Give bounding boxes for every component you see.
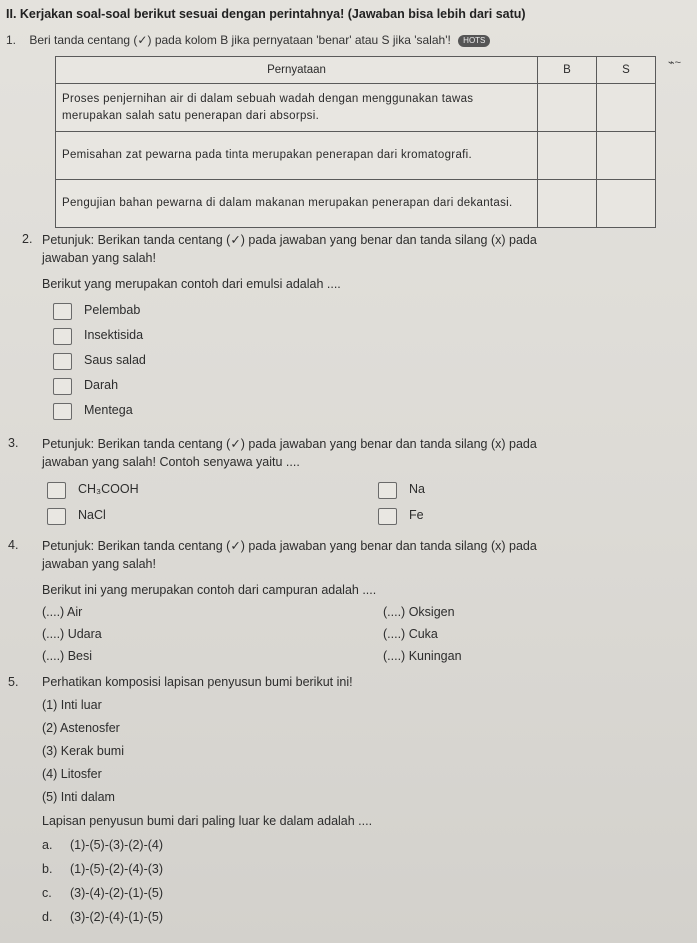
option-label[interactable]: (....) Oksigen	[383, 605, 455, 619]
option-label[interactable]: (....) Cuka	[383, 627, 438, 641]
option-checkbox[interactable]	[53, 378, 72, 395]
option-label: Na	[409, 482, 425, 496]
choice-letter: d.	[42, 910, 53, 924]
choice-text[interactable]: (3)-(2)-(4)-(1)-(5)	[70, 910, 164, 924]
choice-letter: b.	[42, 862, 53, 876]
salah-checkbox-cell[interactable]	[597, 132, 656, 180]
pen-scribble-icon: ⌁~	[668, 57, 682, 69]
layer-item: (5) Inti dalam	[42, 790, 115, 804]
layer-item: (2) Astenosfer	[42, 721, 120, 735]
benar-checkbox-cell[interactable]	[538, 132, 597, 180]
question-2-text: Berikut yang merupakan contoh dari emulsi adalah ....	[42, 277, 341, 291]
header-statement: Pernyataan	[56, 57, 538, 84]
salah-checkbox-cell[interactable]	[597, 84, 656, 132]
option-label: Saus salad	[84, 353, 146, 367]
option-label[interactable]: (....) Air	[42, 605, 83, 619]
choice-letter: a.	[42, 838, 53, 852]
question-3-instruction-line2: jawaban yang salah! Contoh senyawa yaitu ....	[42, 455, 300, 469]
question-3-number: 3.	[8, 436, 19, 450]
benar-checkbox-cell[interactable]	[538, 180, 597, 228]
question-1-number: 1.	[6, 33, 17, 47]
option-checkbox[interactable]	[378, 508, 397, 525]
section-title: II. Kerjakan soal-soal berikut sesuai dengan perintahnya! (Jawaban bisa lebih dari satu)	[6, 7, 526, 21]
choice-text[interactable]: (1)-(5)-(3)-(2)-(4)	[70, 838, 164, 852]
statement-cell: Proses penjernihan air di dalam sebuah wadah dengan menggunakan tawas merupakan salah satu penerapan dari absorpsi.	[56, 84, 538, 132]
option-checkbox[interactable]	[53, 403, 72, 420]
option-label: NaCl	[78, 508, 106, 522]
option-checkbox[interactable]	[47, 508, 66, 525]
question-2-instruction-line2: jawaban yang salah!	[42, 251, 156, 265]
option-checkbox[interactable]	[378, 482, 397, 499]
question-4-number: 4.	[8, 538, 19, 552]
table-row	[56, 180, 656, 228]
option-checkbox[interactable]	[53, 303, 72, 320]
option-checkbox[interactable]	[47, 482, 66, 499]
table-header-row	[56, 57, 656, 84]
table-row	[56, 132, 656, 180]
choice-text[interactable]: (3)-(4)-(2)-(1)-(5)	[70, 886, 164, 900]
statement-cell: Pengujian bahan pewarna di dalam makanan merupakan penerapan dari dekantasi.	[56, 180, 538, 228]
option-label: Fe	[409, 508, 424, 522]
option-label[interactable]: (....) Besi	[42, 649, 93, 663]
salah-checkbox-cell[interactable]	[597, 180, 656, 228]
table-row	[56, 84, 656, 132]
question-5-text: Lapisan penyusun bumi dari paling luar ke dalam adalah ....	[42, 814, 373, 828]
option-checkbox[interactable]	[53, 328, 72, 345]
choice-text[interactable]: (1)-(5)-(2)-(4)-(3)	[70, 862, 164, 876]
question-5-number: 5.	[8, 675, 19, 689]
hots-badge: HOTS	[458, 35, 490, 47]
question-4-text: Berikut ini yang merupakan contoh dari campuran adalah ....	[42, 583, 377, 597]
benar-checkbox-cell[interactable]	[538, 84, 597, 132]
question-5-instruction: Perhatikan komposisi lapisan penyusun bumi berikut ini!	[42, 675, 353, 689]
question-4-instruction-line1: Petunjuk: Berikan tanda centang (✓) pada jawaban yang benar dan tanda silang (x) pada	[42, 539, 537, 553]
question-2-number: 2.	[22, 232, 33, 246]
layer-item: (1) Inti luar	[42, 698, 102, 712]
question-4-instruction-line2: jawaban yang salah!	[42, 557, 156, 571]
option-label: Pelembab	[84, 303, 141, 317]
question-3-instruction-line1: Petunjuk: Berikan tanda centang (✓) pada jawaban yang benar dan tanda silang (x) pada	[42, 437, 537, 451]
option-label: Darah	[84, 378, 119, 392]
option-checkbox[interactable]	[53, 353, 72, 370]
layer-item: (3) Kerak bumi	[42, 744, 124, 758]
choice-letter: c.	[42, 886, 52, 900]
question-1-text: Beri tanda centang (✓) pada kolom B jika pernyataan 'benar' atau S jika 'salah'!	[29, 33, 451, 47]
option-label[interactable]: (....) Udara	[42, 627, 102, 641]
header-benar: B	[538, 57, 597, 84]
question-1-instruction	[6, 33, 490, 47]
option-label: Mentega	[84, 403, 133, 417]
layer-item: (4) Litosfer	[42, 767, 102, 781]
header-salah: S	[597, 57, 656, 84]
statement-cell: Pemisahan zat pewarna pada tinta merupakan penerapan dari kromatografi.	[56, 132, 538, 180]
option-label[interactable]: (....) Kuningan	[383, 649, 462, 663]
option-label: Insektisida	[84, 328, 144, 342]
question-2-instruction-line1: Petunjuk: Berikan tanda centang (✓) pada jawaban yang benar dan tanda silang (x) pada	[42, 233, 537, 247]
statement-table	[55, 56, 656, 228]
option-label: CH₃COOH	[78, 482, 139, 496]
